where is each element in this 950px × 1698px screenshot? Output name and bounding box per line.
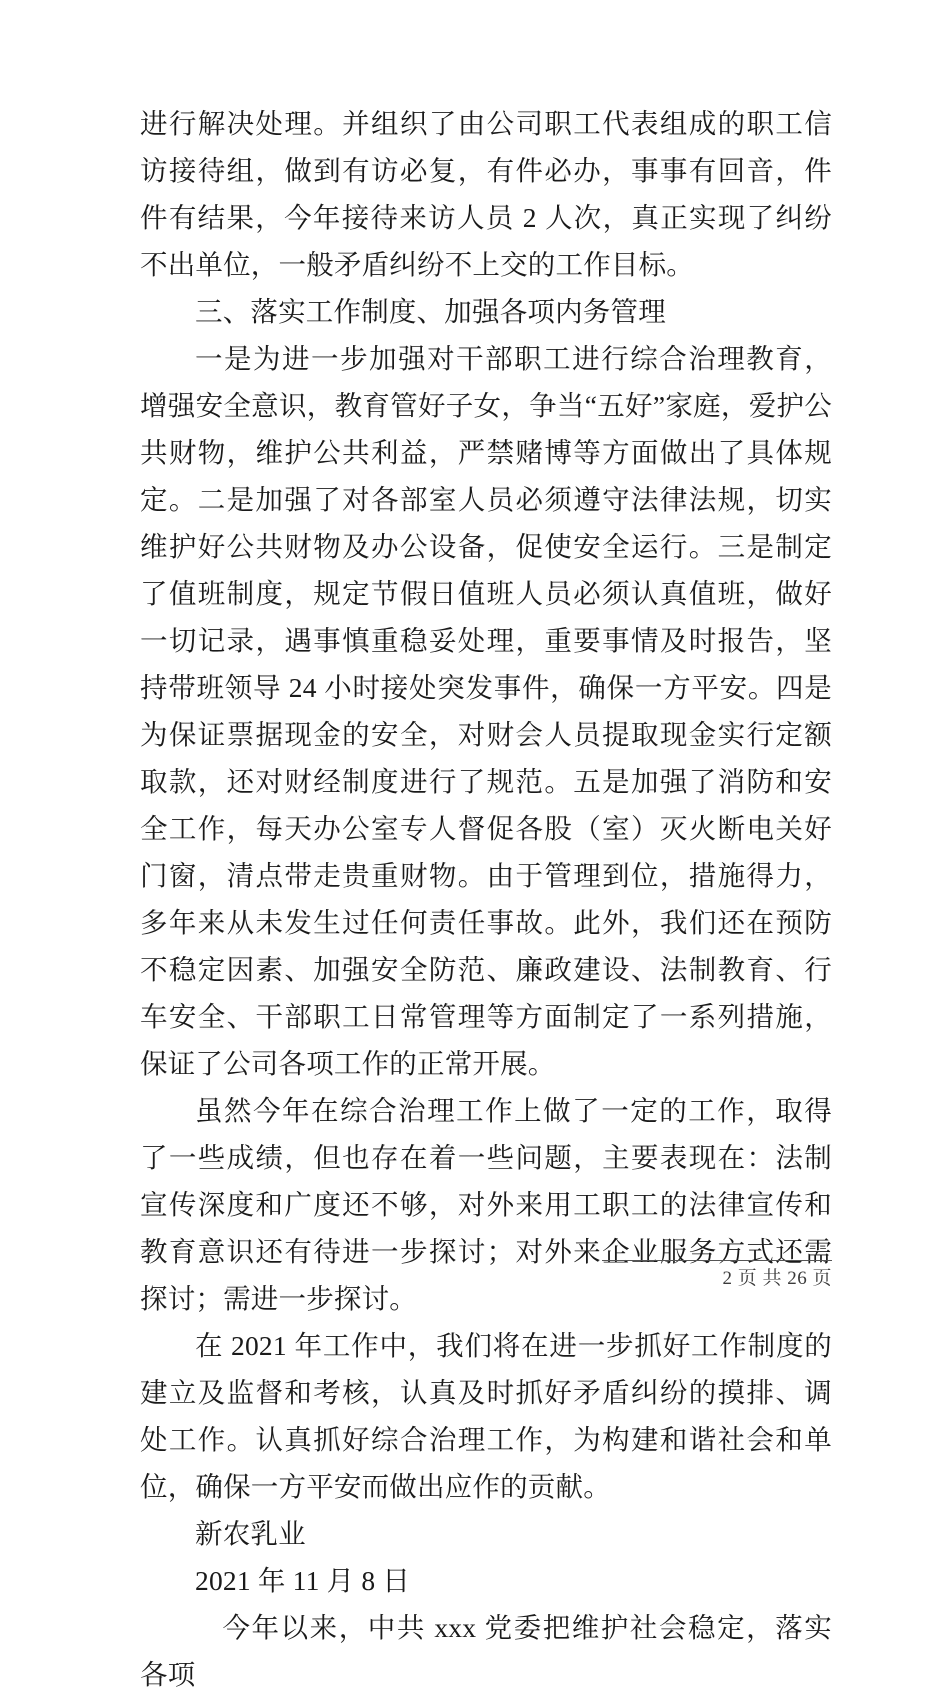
signature-date: 2021 年 11 月 8 日 [195, 1565, 411, 1596]
document-body [140, 100, 832, 1698]
signature-company: 新农乳业 [195, 1518, 306, 1549]
paragraph-heading-section-three: 三、落实工作制度、加强各项内务管理 [195, 296, 666, 327]
paragraph-next-section: 今年以来，中共 xxx 党委把维护社会稳定，落实各项 [140, 1612, 832, 1690]
page-number: 2 页 共 26 页 [722, 1268, 832, 1289]
paragraph-2: 一是为进一步加强对干部职工进行综合治理教育，增强安全意识，教育管好子女，争当“五好”家庭，爱护公共财物，维护公共利益，严禁赌博等方面做出了具体规定。二是加强了对各部室人员必须遵守法律法规，切实维护好公共财物及办公设备，促使安全运行。三是制定了值班制度，规定节假日值班人员必须认真值班，做好一切记录，遇事慎重稳妥处理，重要事情及时报告，坚持带班领导 24 小时接处突发事件，确保一方平安。四是为保证票据现金的安全，对财会人员提取现金实行定额取款，还对财经制度进行了规范。五是加强了消防和安全工作，每天办公室专人督促各股（室）灭火断电关好门窗，清点带走贵重财物。由于管理到位，措施得力，多年来从未发生过任何责任事故。此外，我们还在预防不稳定因素、加强安全防范、廉政建设、法制教育、行车安全、干部职工日常管理等方面制定了一系列措施，保证了公司各项工作的正常开展。 [140, 343, 832, 1079]
paragraph-1: 进行解决处理。并组织了由公司职工代表组成的职工信访接待组，做到有访必复，有件必办，事事有回音，件件有结果，今年接待来访人员 2 人次，真正实现了纠纷不出单位，一般矛盾纠纷不上交的工作目标。 [140, 108, 832, 280]
page-footer [602, 1260, 832, 1292]
paragraph-4: 在 2021 年工作中，我们将在进一步抓好工作制度的建立及监督和考核，认真及时抓好矛盾纠纷的摸排、调处工作。认真抓好综合治理工作，为构建和谐社会和单位，确保一方平安而做出应作的贡献。 [140, 1330, 832, 1502]
paragraph-3: 虽然今年在综合治理工作上做了一定的工作，取得了一些成绩，但也存在着一些问题，主要表现在：法制宣传深度和广度还不够，对外来用工职工的法律宣传和教育意识还有待进一步探讨；对外来企业服务方式还需探讨；需进一步探讨。 [140, 1095, 832, 1314]
